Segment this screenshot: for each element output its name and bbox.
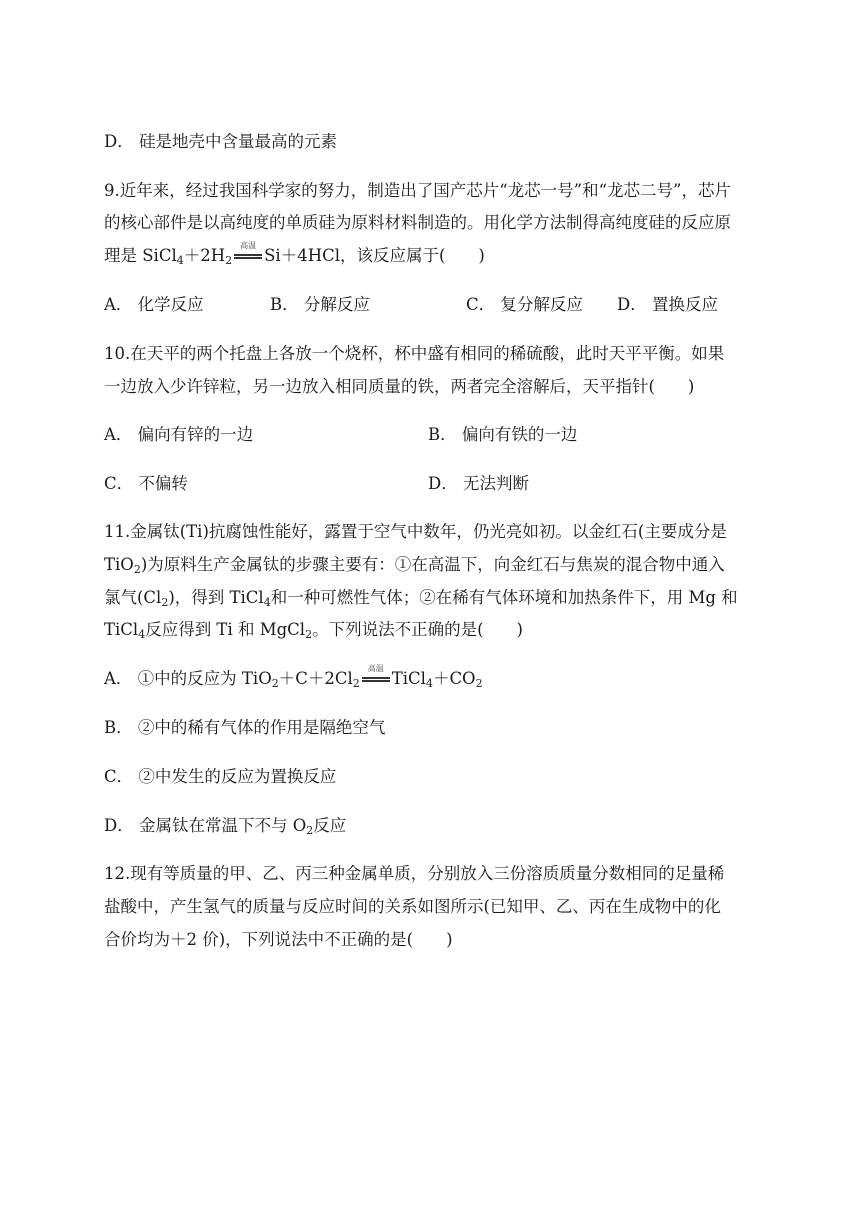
q10-option-c: C． 不偏转 xyxy=(104,474,188,493)
q11-stem-line2: TiO$_2$)为原料生产金属钛的步骤主要有：①在高温下，向金红石与焦炭的混合物中通入 xyxy=(104,555,725,576)
q9-option-c: C． 复分解反应 xyxy=(466,295,583,314)
q9-stem-line2: 的核心部件是以高纯度的单质硅为原料材料制造的。用化学方法制得高纯度硅的反应原 xyxy=(104,213,731,232)
reaction-condition-mark: 高温 xyxy=(233,246,263,260)
q11-stem-line3: 氯气$(Cl_2)$，得到 TiCl$_4$和一种可燃性气体；②在稀有气体环境和加热条件下，用 Mg 和 xyxy=(104,588,738,609)
q11-stem-line1: 11.金属钛(Ti)抗腐蚀性能好，露置于空气中数年，仍光亮如初。以金红石(主要成分是 xyxy=(104,522,727,541)
q11-option-b: B． ②中的稀有气体的作用是隔绝空气 xyxy=(104,718,386,737)
q10-stem-line2: 一边放入少许锌粒，另一边放入相同质量的铁，两者完全溶解后，天平指针( ) xyxy=(104,377,695,396)
q9-option-d: D． 置换反应 xyxy=(617,295,718,314)
q10-option-d: D． 无法判断 xyxy=(428,474,529,493)
q9-option-a: A． 化学反应 xyxy=(104,295,204,314)
q12-stem-line3: 合价均为＋2 价)，下列说法中不正确的是( ) xyxy=(104,930,453,949)
q11-stem-line4: TiCl$_4$反应得到 Ti 和 MgCl$_2$。下列说法不正确的是( ) xyxy=(104,620,523,641)
q11-option-c: C． ②中发生的反应为置换反应 xyxy=(104,767,337,786)
q10-option-a: A． 偏向有锌的一边 xyxy=(104,425,254,444)
q9-stem-line3: 理是 $SiCl_4+2H_2$ 高温 Si＋4HCl，该反应属于( ) xyxy=(104,241,485,267)
q8-option-d: D． 硅是地壳中含量最高的元素 xyxy=(104,132,337,151)
q9-option-b: B． 分解反应 xyxy=(270,295,370,314)
q12-stem-line2: 盐酸中，产生氢气的质量与反应时间的关系如图所示(已知甲、乙、丙在生成物中的化 xyxy=(104,897,721,916)
q11-option-a: A． ①中的反应为 $TiO_2+C+2Cl_2$ 高温 $TiCl_4+CO_2$ xyxy=(104,664,483,690)
q9-stem-line1: 9.近年来，经过我国科学家的努力，制造出了国产芯片“龙芯一号”和“龙芯二号”，芯片 xyxy=(104,181,731,200)
reaction-condition-mark: 高温 xyxy=(361,669,391,683)
q10-option-b: B． 偏向有铁的一边 xyxy=(428,425,578,444)
q12-stem-line1: 12.现有等质量的甲、乙、丙三种金属单质，分别放入三份溶质质量分数相同的足量稀 xyxy=(104,864,725,883)
q11-option-d: D． 金属钛在常温下不与 $O_2$反应 xyxy=(104,816,347,837)
q10-stem-line1: 10.在天平的两个托盘上各放一个烧杯，杯中盛有相同的稀硫酸，此时天平平衡。如果 xyxy=(104,344,725,363)
